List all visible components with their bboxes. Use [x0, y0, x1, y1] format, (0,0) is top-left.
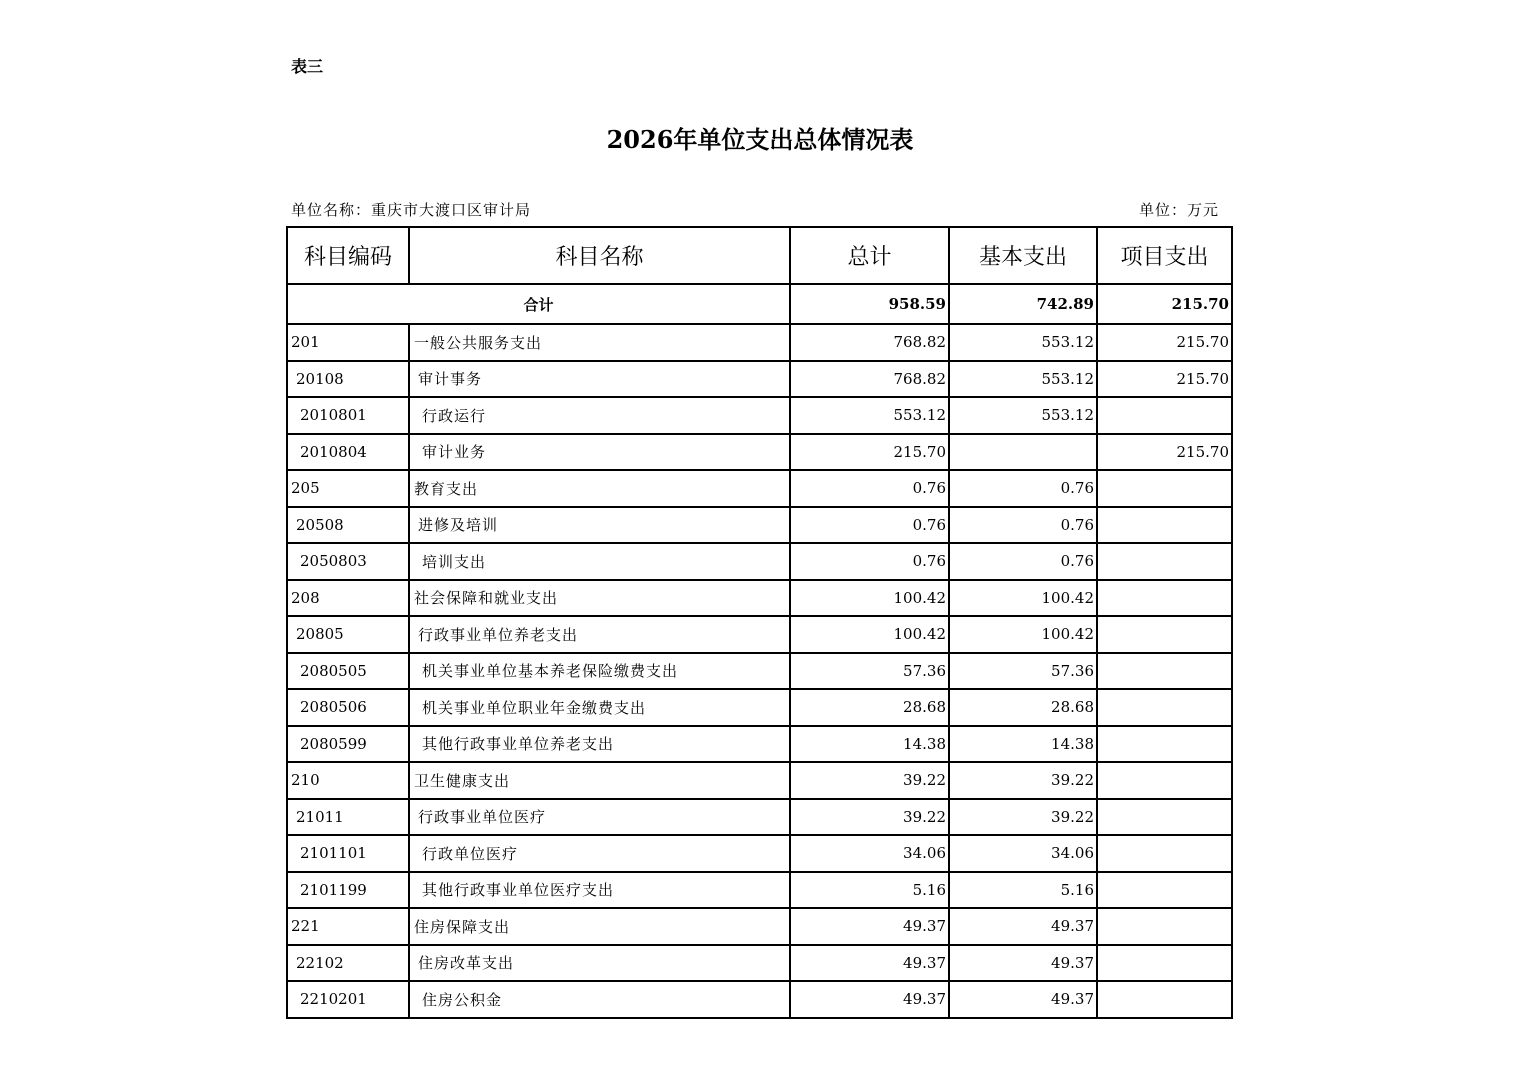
- basic-cell: 34.06: [949, 835, 1097, 872]
- total-cell: 49.37: [790, 945, 949, 982]
- unit-label: 单位：万元: [1139, 201, 1220, 219]
- code-cell: 22102: [287, 945, 409, 982]
- project-cell: [1097, 945, 1232, 982]
- expenditure-table: [286, 226, 1233, 1019]
- project-cell: [1097, 762, 1232, 799]
- page-title: 2026年单位支出总体情况表: [606, 125, 914, 154]
- code-cell: 205: [287, 470, 409, 507]
- project-cell: 215.70: [1097, 324, 1232, 361]
- total-cell: 34.06: [790, 835, 949, 872]
- header-basic: 基本支出: [949, 227, 1097, 284]
- unit-name: 单位名称：重庆市大渡口区审计局: [291, 201, 532, 219]
- total-cell: 49.37: [790, 981, 949, 1018]
- name-cell: 教育支出: [409, 470, 790, 507]
- project-cell: [1097, 689, 1232, 726]
- project-cell: [1097, 616, 1232, 653]
- total-cell: 49.37: [790, 908, 949, 945]
- code-cell: 2080599: [287, 726, 409, 763]
- table-row: [287, 799, 1232, 836]
- code-cell: 2101101: [287, 835, 409, 872]
- table-row: [287, 507, 1232, 544]
- basic-cell: 57.36: [949, 653, 1097, 690]
- table-row: [287, 543, 1232, 580]
- project-cell: [1097, 835, 1232, 872]
- basic-cell: 553.12: [949, 324, 1097, 361]
- basic-cell: 39.22: [949, 762, 1097, 799]
- project-cell: 215.70: [1097, 361, 1232, 398]
- total-project-cell: 215.70: [1097, 284, 1232, 324]
- project-cell: 215.70: [1097, 434, 1232, 471]
- table-row: [287, 689, 1232, 726]
- basic-cell: 5.16: [949, 872, 1097, 909]
- code-cell: 2050803: [287, 543, 409, 580]
- total-cell: 0.76: [790, 507, 949, 544]
- project-cell: [1097, 726, 1232, 763]
- table-label: 表三: [291, 57, 324, 76]
- header-name: 科目名称: [409, 227, 790, 284]
- code-cell: 210: [287, 762, 409, 799]
- basic-cell: 100.42: [949, 616, 1097, 653]
- name-cell: 行政单位医疗: [409, 835, 790, 872]
- header-code: 科目编码: [287, 227, 409, 284]
- header-project: 项目支出: [1097, 227, 1232, 284]
- table-row: [287, 397, 1232, 434]
- name-cell: 行政事业单位养老支出: [409, 616, 790, 653]
- name-cell: 卫生健康支出: [409, 762, 790, 799]
- total-cell: 57.36: [790, 653, 949, 690]
- code-cell: 221: [287, 908, 409, 945]
- name-cell: 其他行政事业单位养老支出: [409, 726, 790, 763]
- table-row: [287, 945, 1232, 982]
- project-cell: [1097, 507, 1232, 544]
- total-cell: 768.82: [790, 361, 949, 398]
- table-row: [287, 434, 1232, 471]
- total-cell: 14.38: [790, 726, 949, 763]
- total-row: [287, 284, 1232, 324]
- basic-cell: 100.42: [949, 580, 1097, 617]
- total-cell: 0.76: [790, 470, 949, 507]
- code-cell: 20108: [287, 361, 409, 398]
- project-cell: [1097, 470, 1232, 507]
- basic-cell: 49.37: [949, 908, 1097, 945]
- code-cell: 20508: [287, 507, 409, 544]
- basic-cell: 553.12: [949, 397, 1097, 434]
- code-cell: 2010804: [287, 434, 409, 471]
- project-cell: [1097, 981, 1232, 1018]
- code-cell: 2010801: [287, 397, 409, 434]
- basic-cell: 28.68: [949, 689, 1097, 726]
- project-cell: [1097, 908, 1232, 945]
- code-cell: 2101199: [287, 872, 409, 909]
- table-row: [287, 361, 1232, 398]
- basic-cell: 39.22: [949, 799, 1097, 836]
- table-row: [287, 616, 1232, 653]
- total-cell: 5.16: [790, 872, 949, 909]
- project-cell: [1097, 653, 1232, 690]
- total-cell: 0.76: [790, 543, 949, 580]
- total-total-cell: 958.59: [790, 284, 949, 324]
- name-cell: 培训支出: [409, 543, 790, 580]
- total-cell: 39.22: [790, 762, 949, 799]
- name-cell: 审计事务: [409, 361, 790, 398]
- header-total: 总计: [790, 227, 949, 284]
- name-cell: 其他行政事业单位医疗支出: [409, 872, 790, 909]
- name-cell: 住房改革支出: [409, 945, 790, 982]
- name-cell: 审计业务: [409, 434, 790, 471]
- table-row: [287, 470, 1232, 507]
- name-cell: 住房公积金: [409, 981, 790, 1018]
- name-cell: 住房保障支出: [409, 908, 790, 945]
- project-cell: [1097, 580, 1232, 617]
- code-cell: 20805: [287, 616, 409, 653]
- total-cell: 100.42: [790, 580, 949, 617]
- name-cell: 机关事业单位基本养老保险缴费支出: [409, 653, 790, 690]
- name-cell: 行政运行: [409, 397, 790, 434]
- basic-cell: [949, 434, 1097, 471]
- table-row: [287, 653, 1232, 690]
- total-cell: 28.68: [790, 689, 949, 726]
- name-cell: 一般公共服务支出: [409, 324, 790, 361]
- table-row: [287, 580, 1232, 617]
- total-cell: 39.22: [790, 799, 949, 836]
- total-cell: 215.70: [790, 434, 949, 471]
- total-label: 合计: [287, 284, 790, 324]
- code-cell: 2080506: [287, 689, 409, 726]
- table-row: [287, 908, 1232, 945]
- code-cell: 208: [287, 580, 409, 617]
- project-cell: [1097, 872, 1232, 909]
- basic-cell: 553.12: [949, 361, 1097, 398]
- table-row: [287, 872, 1232, 909]
- basic-cell: 14.38: [949, 726, 1097, 763]
- code-cell: 201: [287, 324, 409, 361]
- table-row: [287, 835, 1232, 872]
- code-cell: 2080505: [287, 653, 409, 690]
- total-cell: 553.12: [790, 397, 949, 434]
- code-cell: 2210201: [287, 981, 409, 1018]
- project-cell: [1097, 543, 1232, 580]
- basic-cell: 49.37: [949, 981, 1097, 1018]
- table-row: [287, 981, 1232, 1018]
- basic-cell: 0.76: [949, 543, 1097, 580]
- table-row: [287, 324, 1232, 361]
- code-cell: 21011: [287, 799, 409, 836]
- project-cell: [1097, 397, 1232, 434]
- table-row: [287, 726, 1232, 763]
- basic-cell: 0.76: [949, 507, 1097, 544]
- name-cell: 机关事业单位职业年金缴费支出: [409, 689, 790, 726]
- name-cell: 进修及培训: [409, 507, 790, 544]
- header-row: [287, 227, 1232, 284]
- basic-cell: 49.37: [949, 945, 1097, 982]
- total-cell: 100.42: [790, 616, 949, 653]
- total-basic-cell: 742.89: [949, 284, 1097, 324]
- name-cell: 行政事业单位医疗: [409, 799, 790, 836]
- total-cell: 768.82: [790, 324, 949, 361]
- name-cell: 社会保障和就业支出: [409, 580, 790, 617]
- table-row: [287, 762, 1232, 799]
- basic-cell: 0.76: [949, 470, 1097, 507]
- project-cell: [1097, 799, 1232, 836]
